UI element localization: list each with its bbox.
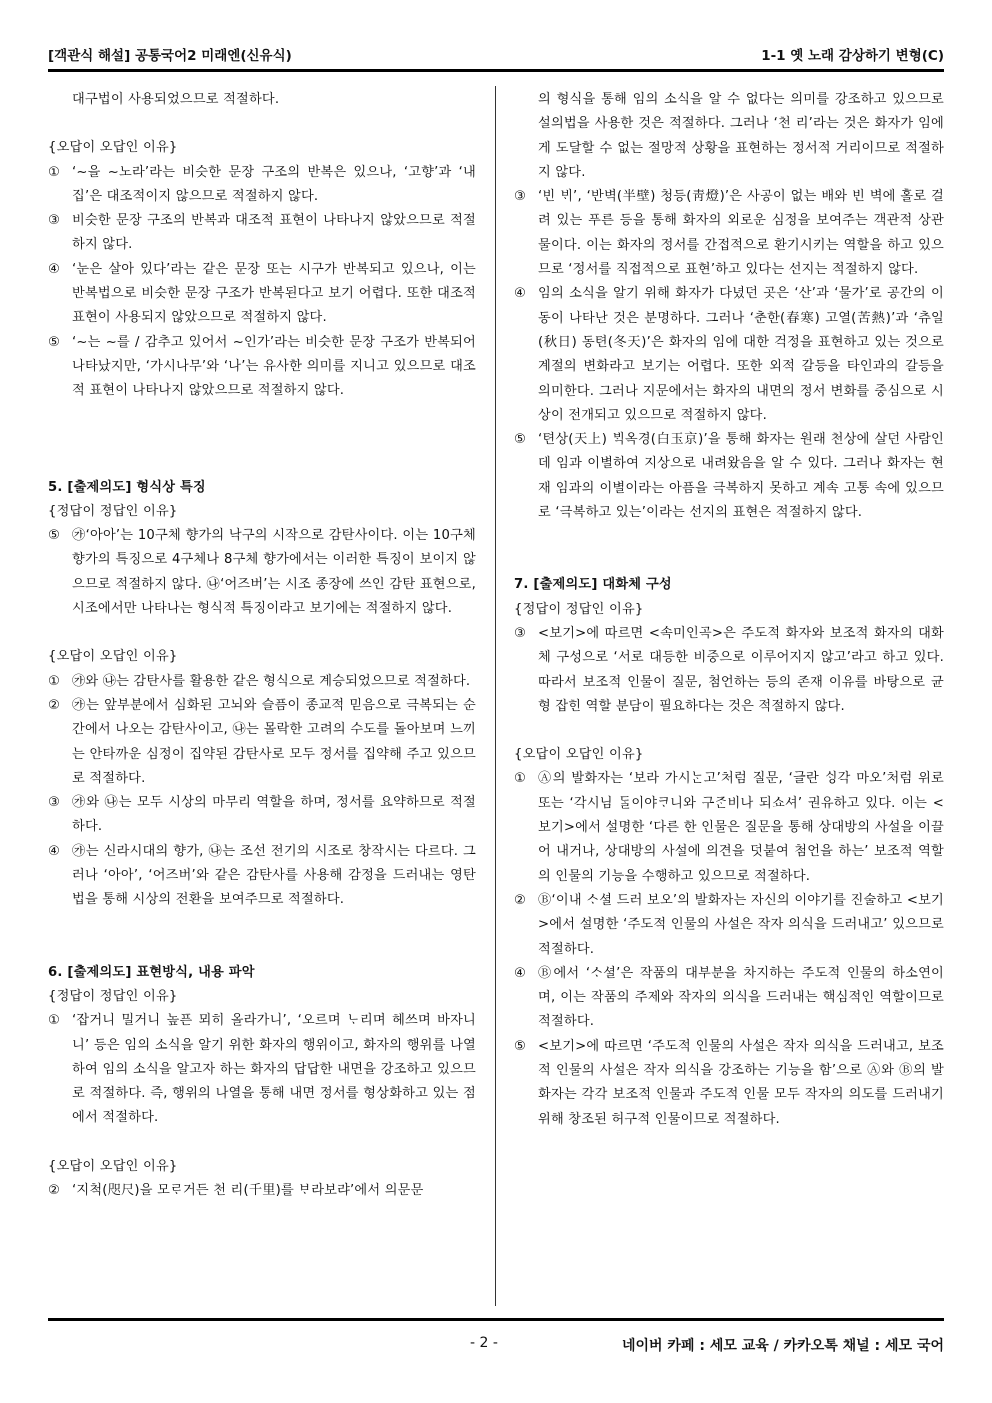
left-column [48,88,476,1203]
list-item [48,670,476,694]
list-item [514,1035,944,1132]
continued-text: 대구법이 사용되었으므로 적절하다. [72,92,280,107]
item-number: ⑤ [48,334,61,350]
correct-answer-list [48,524,476,621]
wrong-answer-heading: {오답이 오답인 이유} [514,747,644,763]
correct-answer-list [514,622,944,719]
item-number: ① [48,1013,61,1029]
item-text: ㉮와 ㉯는 감탄사를 활용한 같은 형식으로 계승되었으므로 적절하다. [72,673,471,689]
item-text: ‘~는 ~를 / 감추고 있어서 ~인가’라는 비슷한 문장 구조가 반복되어 나타났지만, ‘가시나무’와 ‘나’는 유사한 의미를 지니고 있으므로 대조적 표현이 나타나지 않았으므로 적절하지 않다. [72,334,476,399]
question-6-title: 6. [출제의도] 표현방식, 내용 파악 [48,964,255,980]
list-item [48,791,476,840]
question-7-title: 7. [출제의도] 대화체 구성 [514,577,672,593]
item-number: ④ [514,965,527,981]
item-number: ③ [514,189,527,205]
list-item [514,962,944,1035]
correct-answer-heading: {정답이 정답인 이유} [48,988,178,1004]
item-number: ① [48,673,61,689]
item-text: <보기>에 따르면 <속미인곡>은 주도적 화자와 보조적 화자의 대화체 구성으로 ‘서로 대등한 비중으로 이루어지지 않고’라고 하고 있다. 따라서 보조적 인물이 질문, 첨언하는 등의 존재 이유를 바탕으로 균형 잡힌 역할 분담이 필요하다는 것은 적절하지 않다. [538,625,944,714]
continued-text: 의 형식을 통해 임의 소식을 알 수 없다는 의미를 강조하고 있으므로 설의법을 사용한 것은 적절하다. 그러나 ‘천 리’라는 것은 화자가 임에게 도달할 수 없는 절망적 상황을 표현하는 정서적 거리이므로 적절하지 않다. [538,92,944,180]
item-number: ③ [48,795,61,811]
list-item [514,282,944,428]
list-item [48,1179,476,1203]
list-item [514,185,944,282]
list-item [514,767,944,888]
list-item [48,209,476,258]
item-text: ㉮는 앞부분에서 심화된 고뇌와 슬픔이 종교적 믿음으로 극복되는 순간에서 나오는 감탄사이고, ㉯는 몰락한 고려의 수도를 돌아보며 느끼는 안타까운 심정이 집약된 감탄사로 모두 정서를 집약해 주고 있으므로 적절하다. [72,697,476,786]
item-number: ④ [48,843,61,859]
page-number: - 2 - [470,1335,498,1351]
wrong-answer-list [514,767,944,1131]
item-number: ④ [514,286,527,302]
item-text: ㉮‘아아’는 10구체 향가의 낙구의 시작으로 감탄사이다. 이는 10구체 향가의 특징으로 4구체나 8구체 향가에서는 이러한 특징이 보이지 않으므로 적절하지 않다. ㉯‘어즈버’는 시조 종장에 쓰인 감탄 표현으로, 시조에서만 나타나는 형식적 특징이라고 보기에는 적절하지 않다. [72,528,476,617]
page-header [48,44,944,68]
item-text: ‘~을 ~노라’라는 비슷한 문장 구조의 반복은 있으나, ‘고향’과 ‘내 집’은 대조적이지 않으므로 적절하지 않다. [72,164,476,204]
item-text: <보기>에 따르면 ‘주도적 인물의 사설은 작자 의식을 드러내고, 보조적 인물의 사설은 작자 의식을 강조하는 기능을 함’으로 Ⓐ와 Ⓑ의 발화자는 각각 보조적 인물과 주도적 인물 모두 작자의 의도를 드러내기 위해 창조된 허구적 인물이므로 적절하다. [538,1038,944,1127]
item-number: ④ [48,261,61,277]
correct-answer-heading: {정답이 정답인 이유} [514,601,644,617]
footer-rule [48,1318,944,1321]
item-number: ① [514,771,527,787]
header-section: 1-1 옛 노래 감상하기 변형(C) [761,48,944,64]
item-number: ② [514,892,527,908]
list-item [48,161,476,210]
list-item [48,1009,476,1130]
item-text: ‘잡거니 밀거니 높픈 뫼히 올라가니’, ‘오르며 ᄂᆞ리며 헤쓰며 바자니니’ 등은 임의 소식을 알기 위한 화자의 행위이고, 화자의 행위를 나열하여 임의 소식을 알고자 하는 화자의 답답한 내면을 강조하고 있으므로 적절하다. 즉, 행위의 나열을 통해 내면 정서를 형상화하고 있는 점에서 적절하다. [72,1013,476,1126]
list-item [48,258,476,331]
footer-credit: 네이버 카페 : 세모 교육 / 카카오톡 채널 : 세모 국어 [621,1338,944,1354]
list-item [48,694,476,791]
item-text: ‘텬상(天上) ᄇᆡᆨ옥경(白玉京)’을 통해 화자는 원래 천상에 살던 사람인데 임과 이별하여 지상으로 내려왔음을 알 수 있다. 그러나 화자는 현재 임과의 이별이라는 아픔을 극복하지 못하고 계속 고통 속에 있으므로 ‘극복하고 있는’이라는 선지의 표현은 적절하지 않다. [538,432,944,521]
correct-answer-list [48,1009,476,1130]
item-number: ⑤ [514,432,527,448]
wrong-answer-list [48,670,476,913]
wrong-answer-list [48,161,476,404]
item-number: ③ [48,213,61,229]
question-5-title: 5. [출제의도] 형식상 특징 [48,479,206,495]
header-rule [48,69,944,72]
item-text: ‘빈 ᄇᆡ’, ‘반벽(半壁) 청등(靑燈)’은 사공이 없는 배와 빈 벽에 홀로 걸려 있는 푸른 등을 통해 화자의 외로운 심정을 보여주는 객관적 상관물이다. 이는 화자의 정서를 간접적으로 환기시키는 역할을 하고 있으므로 ‘정서를 직접적으로 표현’하고 있다는 선지는 적절하지 않다. [538,189,944,278]
item-number: ③ [514,625,527,641]
wrong-answer-heading: {오답이 오답인 이유} [48,140,178,156]
item-text: ‘눈은 살아 있다’라는 같은 문장 또는 시구가 반복되고 있으나, 이는 반복법으로 비슷한 문장 구조가 반복된다고 보기 어렵다. 또한 대조적 표현이 사용되지 않았으므로 적절하지 않다. [72,261,476,326]
wrong-answer-heading: {오답이 오답인 이유} [48,649,178,665]
list-item [514,889,944,962]
item-text: ㉮는 신라시대의 향가, ㉯는 조선 전기의 시조로 창작시는 다르다. 그러나 ‘아아’, ‘어즈버’와 같은 감탄사를 사용해 감정을 드러내는 영탄법을 통해 시상의 전환을 보여주므로 적절하다. [72,843,476,908]
right-column [514,88,944,1132]
item-number: ⑤ [514,1038,527,1054]
list-item [48,524,476,621]
correct-answer-heading: {정답이 정답인 이유} [48,503,178,519]
wrong-answer-list [514,185,944,525]
item-text: ‘지척(咫尺)을 모ᄅᆞ거든 천 리(千里)를 ᄇᆞ라보랴’에서 의문문 [72,1182,424,1198]
item-number: ② [48,1182,61,1198]
list-item [514,622,944,719]
item-text: 임의 소식을 알기 위해 화자가 다녔던 곳은 ‘산’과 ‘물가’로 공간의 이동이 나타난 것은 분명하다. 그러나 ‘춘한(春寒) 고열(苦熱)’과 ‘츄일(秋日) 동텬(冬天)’은 화자의 임에 대한 걱정을 표현하고 있는 것으로 계절의 변화라고 보기는 어렵다. 또한 외적 갈등을 타인과의 갈등을 의미한다. 그러나 지문에서는 화자의 내면의 정서 변화를 중심으로 시상이 전개되고 있으므로 적절하지 않다. [538,286,944,423]
list-item [48,331,476,404]
item-text: ㉮와 ㉯는 모두 시상의 마무리 역할을 하며, 정서를 요약하므로 적절하다. [72,795,476,835]
item-text: Ⓐ의 발화자는 ‘보라 가시ᄂᆞᆫ고’처럼 질문, ‘글란 ᄉᆡᆼ각 마오’처럼 위로 또는 ‘각시님 ᄃᆞᆯ이야ᄏᆞ니와 구ᄌᆞᆫ비나 되쇼셔’ 권유하고 있다. 이는 <보기>에서 설명한 ‘다른 한 인물은 질문을 통해 상대방의 사설을 이끌어 내거나, 상대방의 사설에 의견을 덧붙여 첨언을 하는’ 보조적 역할의 인물의 기능을 수행하고 있으므로 적절하다. [538,771,944,884]
header-title: [객관식 해설] 공통국어2 미래엔(신유식) [48,48,292,64]
list-item [48,840,476,913]
item-number: ⑤ [48,528,61,544]
item-number: ① [48,164,61,180]
item-number: ② [48,697,61,713]
item-text: 비슷한 문장 구조의 반복과 대조적 표현이 나타나지 않았으므로 적절하지 않다. [72,213,476,253]
list-item [514,428,944,525]
item-text: Ⓑ에서 ‘ᄉᆞ셜’은 작품의 대부분을 차지하는 주도적 인물의 하소연이며, 이는 작품의 주제와 작자의 의식을 드러내는 핵심적인 역할이므로 적절하다. [538,965,944,1030]
item-text: Ⓑ‘이내 ᄉᆞ셜 드러 보오’의 발화자는 자신의 이야기를 진술하고 <보기>에서 설명한 ‘주도적 인물의 사설은 작자 의식을 드러내고’ 있으므로 적절하다. [538,892,944,957]
wrong-answer-heading: {오답이 오답인 이유} [48,1158,178,1174]
column-divider [495,86,496,1306]
